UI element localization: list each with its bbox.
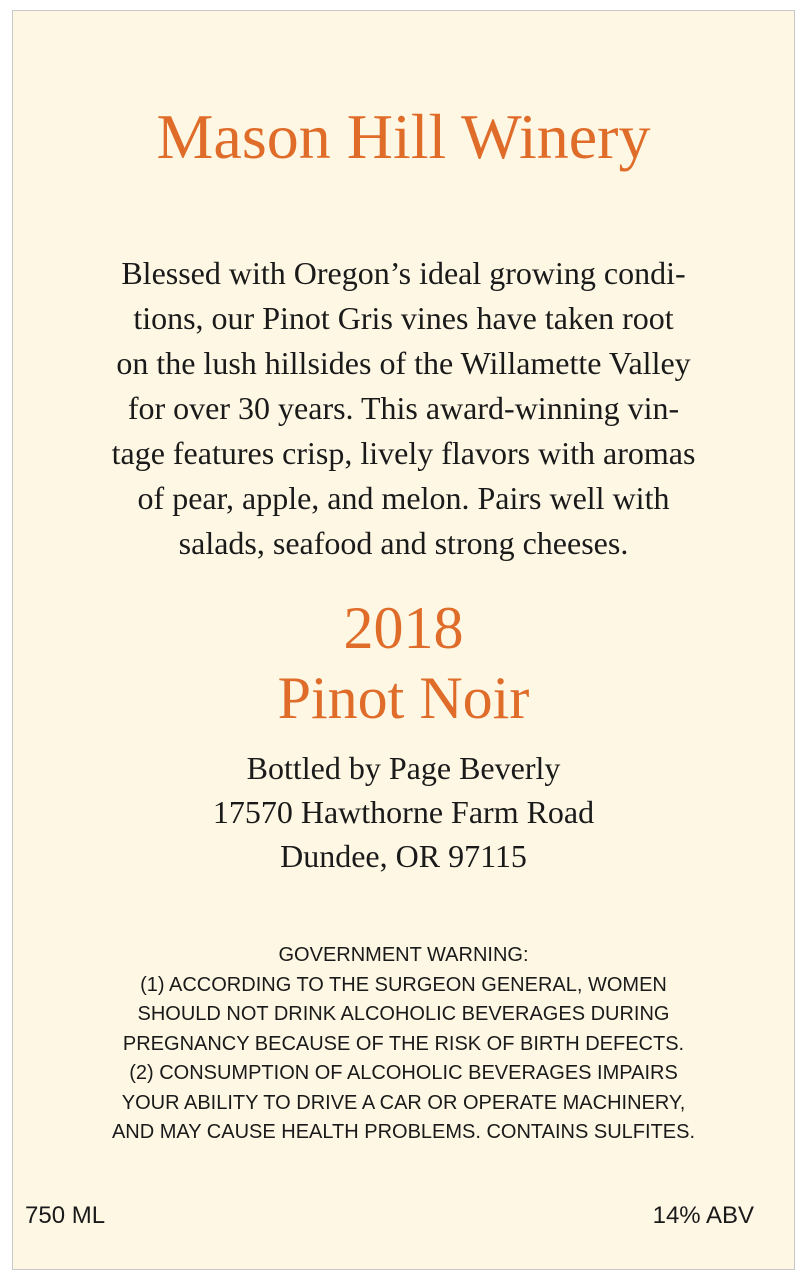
government-warning [33,941,774,1148]
warning-line: PREGNANCY BECAUSE OF THE RISK OF BIRTH DEFECTS. [122,1032,685,1055]
description-line: on the lush hillsides of the Willamette Valley [116,345,691,381]
bottle-volume: 750 ML [25,1202,106,1229]
bottler-name: Bottled by Page Beverly [246,750,561,786]
wine-label [12,10,795,1270]
description-line: salads, seafood and strong cheeses. [178,525,629,561]
wine-description [53,251,754,566]
warning-line: GOVERNMENT WARNING: [278,944,529,966]
warning-line: (1) ACCORDING TO THE SURGEON GENERAL, WOMEN [140,973,667,996]
alcohol-by-volume: 14% ABV [652,1202,754,1229]
description-line: tage features crisp, lively flavors with aromas [111,435,696,471]
wine-varietal: Pinot Noir [277,665,530,731]
warning-line: (2) CONSUMPTION OF ALCOHOLIC BEVERAGES IMPAIRS [129,1062,678,1084]
description-line: tions, our Pinot Gris vines have taken root [133,300,674,336]
vintage-year: 2018 [343,595,464,661]
bottler-city: Dundee, OR 97115 [280,838,527,874]
bottler-street: 17570 Hawthorne Farm Road [212,794,595,830]
winery-title: Mason Hill Winery [156,101,651,172]
warning-line: SHOULD NOT DRINK ALCOHOLIC BEVERAGES DURING [137,1003,670,1025]
description-line: of pear, apple, and melon. Pairs well with [137,480,670,516]
warning-line: YOUR ABILITY TO DRIVE A CAR OR OPERATE MACHINERY, [121,1091,686,1114]
bottler-info [13,746,794,878]
warning-line: AND MAY CAUSE HEALTH PROBLEMS. CONTAINS SULFITES. [111,1121,696,1143]
description-line: Blessed with Oregon’s ideal growing condi- [121,255,686,291]
description-line: for over 30 years. This award-winning vin- [127,390,680,426]
